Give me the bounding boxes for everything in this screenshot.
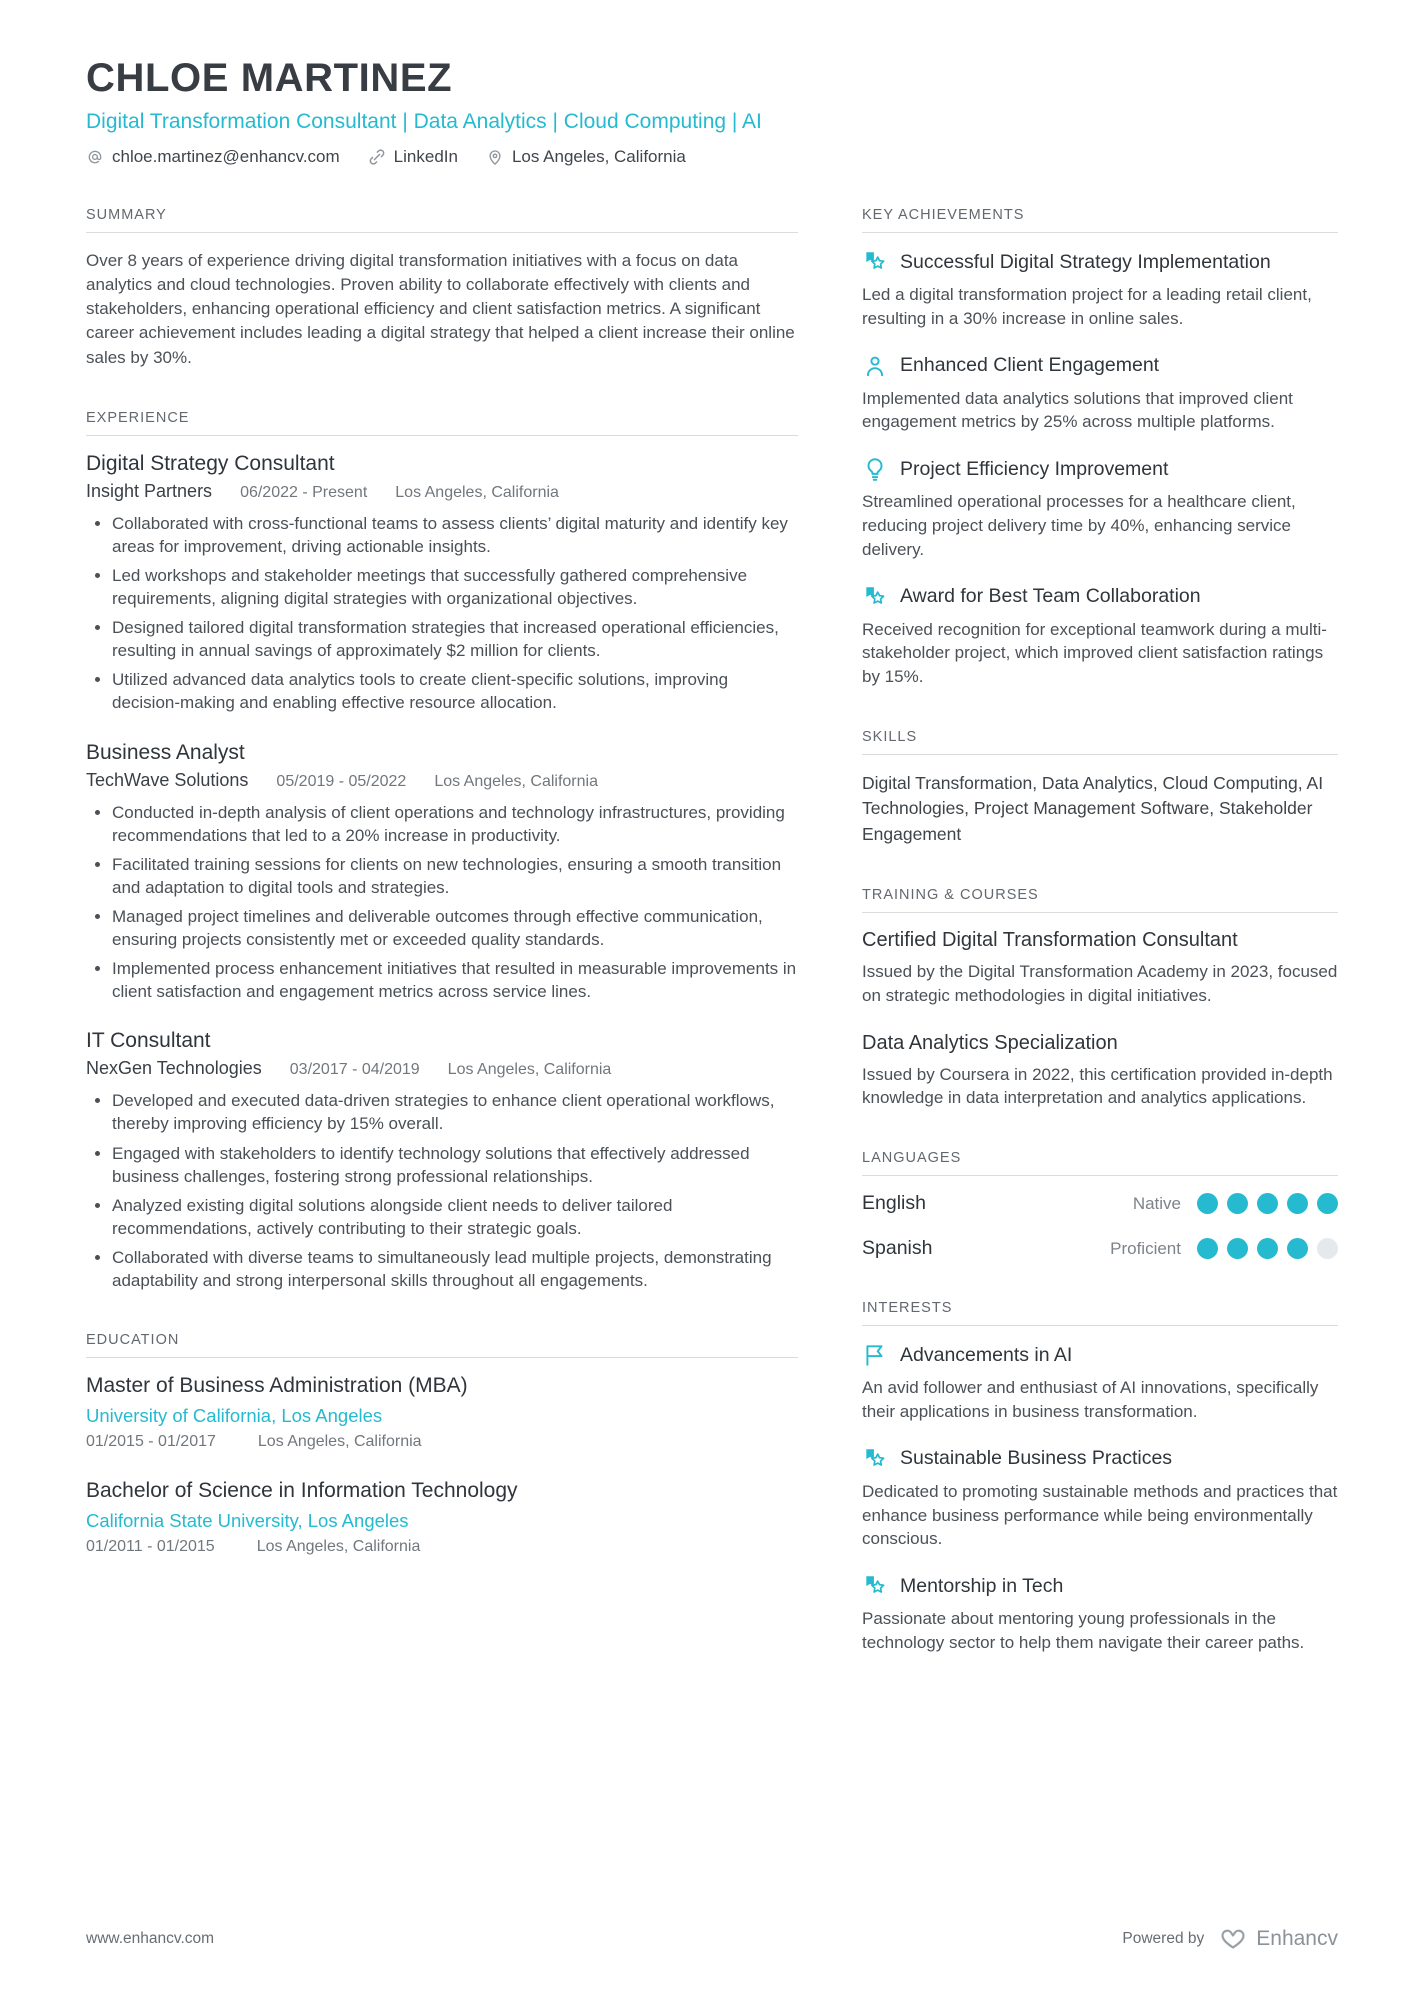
powered-by-label: Powered by (1122, 1930, 1205, 1947)
language-name: Spanish (862, 1237, 933, 1260)
education-location: Los Angeles, California (257, 1433, 422, 1451)
job-bullets (86, 801, 798, 1004)
user-icon (862, 353, 888, 379)
achievement-item (862, 584, 1338, 689)
language-level: Proficient (1110, 1238, 1181, 1258)
interest-title: Sustainable Business Practices (900, 1447, 1173, 1470)
job-title: IT Consultant (86, 1029, 211, 1053)
languages-heading: LANGUAGES (862, 1150, 1338, 1176)
education-school[interactable]: University of California, Los Angeles (86, 1405, 383, 1427)
contact-location (486, 147, 686, 167)
interest-item (862, 1573, 1338, 1655)
job-dates: 06/2022 - Present (240, 483, 368, 501)
job-company: NexGen Technologies (86, 1058, 262, 1079)
education-degree: Bachelor of Science in Information Technology (86, 1479, 518, 1503)
job-bullet: • Led workshops and stakeholder meetings that successfully gathered comprehensive requirements, aligning digital strategies with organizational objectives. (112, 564, 798, 610)
key-achievements-section (862, 207, 1338, 689)
at-icon (86, 148, 104, 166)
languages-section (862, 1150, 1338, 1260)
contact-linkedin[interactable] (368, 147, 458, 167)
job-dates: 03/2017 - 04/2019 (289, 1061, 420, 1079)
education-entry (86, 1374, 798, 1451)
achievement-title: Enhanced Client Engagement (900, 354, 1160, 377)
summary-text: Over 8 years of experience driving digital transformation initiatives with a focus on data analytics and cloud technologies. Proven ability to collaborate effectively with clients and stakeholders, enhancing operational efficiency and client satisfaction metrics. A significant career achievement includes leading a digital strategy that helped a client increase their online sales by 30%. (86, 251, 795, 367)
job-bullet: • Conducted in-depth analysis of client operations and technology infrastructures, providing recommendations that led to a 20% increase in productivity. (112, 801, 798, 847)
right-column (862, 207, 1338, 1695)
job-meta (86, 481, 798, 502)
experience-section (86, 410, 798, 1293)
ribbon-star-icon (862, 1446, 888, 1472)
job-bullet: • Facilitated training sessions for clients on new technologies, ensuring a smooth transition and adaptation to digital tools and strategies. (112, 853, 798, 899)
job-bullet: • Analyzed existing digital solutions alongside client needs to deliver tailored recommendations, actively contributing to their strategic goals. (112, 1194, 798, 1240)
training-heading: TRAINING & COURSES (862, 887, 1338, 913)
enhancv-logo-icon (1218, 1927, 1248, 1951)
job-bullet: • Collaborated with cross-functional teams to assess clients’ digital maturity and identify key areas for improvement, driving actionable insights. (112, 512, 798, 558)
language-row (862, 1237, 1338, 1260)
job-meta (86, 770, 798, 791)
course-item (862, 929, 1338, 1008)
achievement-text: Received recognition for exceptional teamwork during a multi-stakeholder project, which improved client satisfaction ratings by 15%. (862, 619, 1327, 687)
skills-heading: SKILLS (862, 729, 1338, 755)
job-bullet: • Engaged with stakeholders to identify technology solutions that effectively addressed business challenges, fostering strong professional relationships. (112, 1142, 798, 1188)
education-section (86, 1332, 798, 1556)
course-title: Data Analytics Specialization (862, 1031, 1118, 1054)
left-column (86, 207, 798, 1695)
job-entry (86, 1029, 798, 1292)
skills-section (862, 729, 1338, 847)
flag-icon (862, 1342, 888, 1368)
experience-heading: EXPERIENCE (86, 410, 798, 436)
interest-text: Dedicated to promoting sustainable methods and practices that enhance business performance while being environmentally conscious. (862, 1481, 1338, 1549)
job-dates: 05/2019 - 05/2022 (276, 772, 407, 790)
achievement-item (862, 353, 1338, 435)
education-dates: 01/2011 - 01/2015 (86, 1538, 215, 1556)
education-meta (86, 1538, 798, 1556)
job-bullets (86, 1089, 798, 1292)
ribbon-star-icon (862, 584, 888, 610)
achievement-text: Led a digital transformation project for a leading retail client, resulting in a 30% increase in online sales. (862, 285, 1312, 328)
education-dates: 01/2015 - 01/2017 (86, 1433, 216, 1451)
job-company: TechWave Solutions (86, 769, 249, 790)
interest-title: Advancements in AI (900, 1343, 1073, 1366)
contact-row (86, 147, 1338, 167)
language-proficiency-dots (1197, 1238, 1338, 1259)
lightbulb-icon (862, 456, 888, 482)
ribbon-star-icon (862, 1573, 888, 1599)
interest-item (862, 1446, 1338, 1551)
achievement-text: Streamlined operational processes for a healthcare client, reducing project delivery time by 40%, enhancing service delivery. (862, 492, 1296, 559)
location-pin-icon (486, 148, 504, 166)
job-location: Los Angeles, California (447, 1061, 612, 1079)
job-bullet: • Implemented process enhancement initiatives that resulted in measurable improvements in client satisfaction and engagement metrics across service lines. (112, 957, 798, 1003)
achievement-title: Project Efficiency Improvement (900, 457, 1169, 480)
candidate-name: CHLOE MARTINEZ (86, 56, 453, 100)
achievement-item (862, 456, 1338, 561)
achievement-item (862, 249, 1338, 331)
job-bullet: • Utilized advanced data analytics tools to create client-specific solutions, improving decision-making and enabling effective resource allocation. (112, 668, 798, 714)
interests-heading: INTERESTS (862, 1300, 1338, 1326)
interest-text: An avid follower and enthusiast of AI innovations, specifically their applications in business transformation. (862, 1378, 1319, 1422)
key-achievements-heading: KEY ACHIEVEMENTS (862, 207, 1338, 233)
interest-title: Mentorship in Tech (900, 1574, 1064, 1597)
achievement-text: Implemented data analytics solutions that improved client engagement metrics by 25% across multiple platforms. (862, 388, 1293, 432)
course-title: Certified Digital Transformation Consultant (862, 929, 1238, 952)
job-bullet: • Collaborated with diverse teams to simultaneously lead multiple projects, demonstrating adaptability and strong interpersonal skills throughout all engagements. (112, 1246, 798, 1292)
contact-email[interactable] (86, 147, 340, 167)
ribbon-star-icon (862, 249, 888, 275)
job-bullet: • Developed and executed data-driven strategies to enhance client operational workflows, thereby improving efficiency by 15% overall. (112, 1089, 798, 1135)
education-location: Los Angeles, California (256, 1538, 421, 1556)
course-item (862, 1032, 1338, 1111)
contact-email-text: chloe.martinez@enhancv.com (112, 147, 340, 166)
course-text: Issued by Coursera in 2022, this certification provided in-depth knowledge in data interpretation and analytics applications. (862, 1064, 1333, 1108)
job-title: Digital Strategy Consultant (86, 451, 335, 475)
link-icon (368, 148, 386, 166)
achievement-title: Award for Best Team Collaboration (900, 585, 1201, 608)
job-title: Business Analyst (86, 740, 245, 764)
education-school[interactable]: California State University, Los Angeles (86, 1510, 409, 1532)
powered-by (1122, 1927, 1338, 1951)
language-row (862, 1192, 1338, 1215)
job-bullets (86, 512, 798, 715)
language-name: English (862, 1192, 926, 1215)
page-footer (86, 1927, 1338, 1951)
enhancv-brand[interactable] (1218, 1927, 1338, 1951)
resume-columns (86, 207, 1338, 1695)
summary-section (86, 207, 798, 370)
enhancv-wordmark: Enhancv (1256, 1927, 1338, 1950)
candidate-headline: Digital Transformation Consultant | Data Analytics | Cloud Computing | AI (86, 110, 762, 133)
course-text: Issued by the Digital Transformation Academy in 2023, focused on strategic methodologies in digital initiatives. (862, 962, 1338, 1005)
interests-section (862, 1300, 1338, 1655)
job-bullet: • Designed tailored digital transformation strategies that increased operational efficiencies, resulting in annual savings of approximately $2 million for clients. (112, 616, 798, 662)
education-meta (86, 1433, 798, 1451)
education-heading: EDUCATION (86, 1332, 798, 1358)
job-bullet: • Managed project timelines and deliverable outcomes through effective communication, ensuring projects consistently met or exceeded quality standards. (112, 905, 798, 951)
job-location: Los Angeles, California (434, 772, 598, 790)
training-section (862, 887, 1338, 1110)
education-entry (86, 1479, 798, 1556)
summary-heading: SUMMARY (86, 207, 798, 233)
interest-text: Passionate about mentoring young professionals in the technology sector to help them navigate their career paths. (862, 1609, 1305, 1653)
resume-header (86, 56, 1338, 167)
job-location: Los Angeles, California (395, 483, 559, 501)
job-entry (86, 741, 798, 1004)
education-degree: Master of Business Administration (MBA) (86, 1374, 468, 1398)
job-company: Insight Partners (86, 480, 213, 501)
contact-location-text: Los Angeles, California (511, 147, 686, 166)
job-meta (86, 1058, 798, 1079)
achievement-title: Successful Digital Strategy Implementation (900, 250, 1271, 273)
job-entry (86, 452, 798, 715)
language-level: Native (1132, 1193, 1181, 1213)
enhancv-website-link[interactable]: www.enhancv.com (86, 1930, 215, 1947)
contact-linkedin-text: LinkedIn (393, 147, 458, 166)
skills-list: Digital Transformation, Data Analytics, Cloud Computing, AI Technologies, Project Management Software, Stakeholder Engagement (862, 772, 1324, 844)
interest-item (862, 1342, 1338, 1424)
language-proficiency-dots (1197, 1193, 1338, 1214)
